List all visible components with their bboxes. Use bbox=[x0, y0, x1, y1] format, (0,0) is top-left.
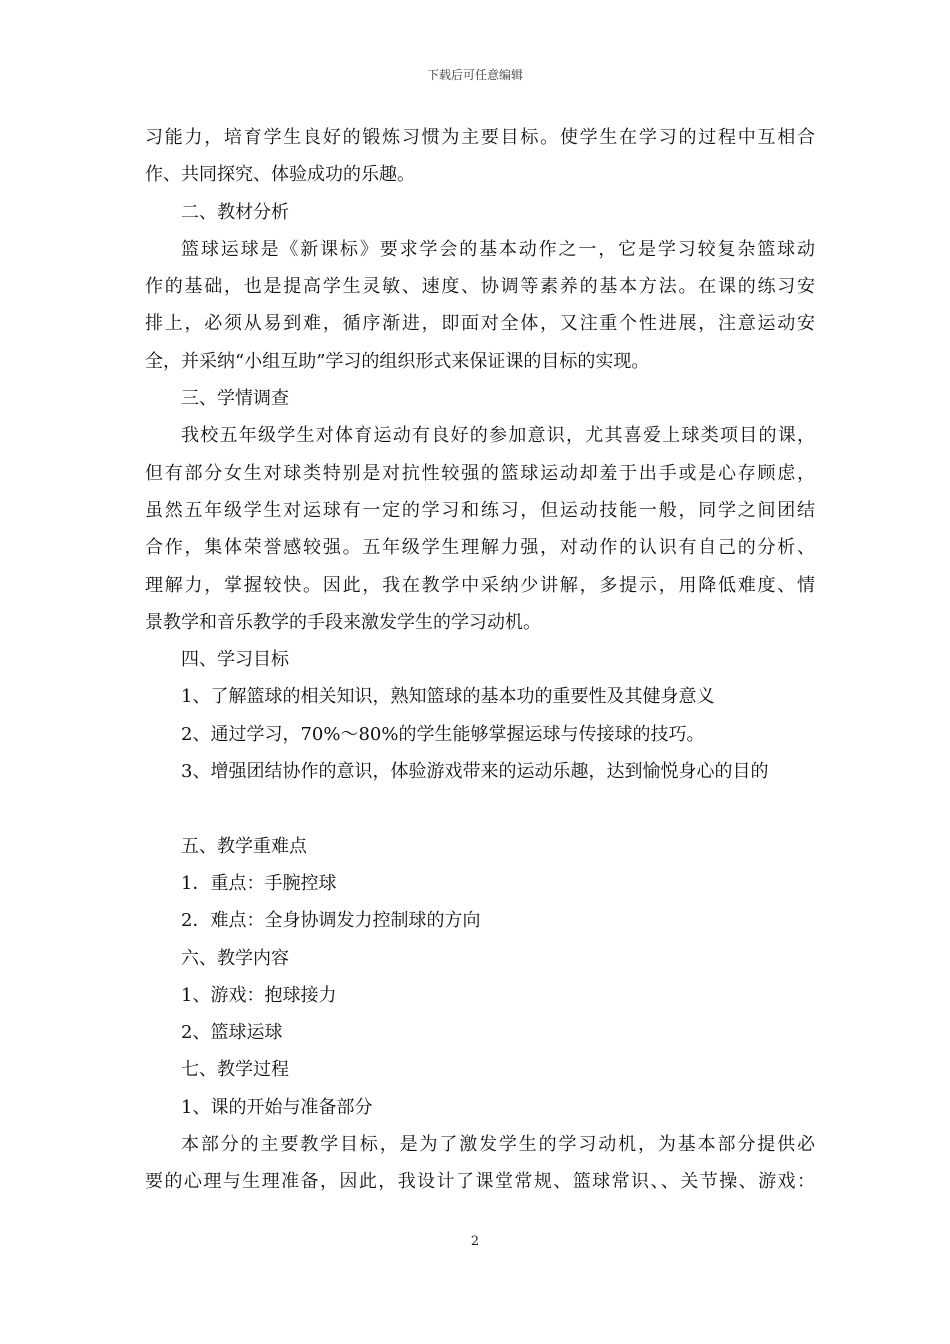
paragraph-line: 虽然五年级学生对运球有一定的学习和练习，但运动技能一般，同学之间团结 bbox=[145, 499, 815, 521]
paragraph-line: 2、篮球运球 bbox=[181, 1022, 283, 1044]
paragraph-line: 二、教材分析 bbox=[181, 201, 289, 223]
paragraph-line: 四、学习目标 bbox=[181, 649, 289, 671]
paragraph-line: 篮球运球是《新课标》要求学会的基本动作之一，它是学习较复杂篮球动 bbox=[181, 238, 815, 260]
paragraph-line: 1、了解篮球的相关知识，熟知篮球的基本功的重要性及其健身意义 bbox=[181, 686, 715, 708]
paragraph-line: 作的基础，也是提高学生灵敏、速度、协调等素养的基本方法。在课的练习安 bbox=[145, 276, 815, 298]
paragraph-line: 理解力，掌握较快。因此，我在教学中采纳少讲解，多提示，用降低难度、情 bbox=[145, 574, 815, 596]
paragraph-line: 2．难点：全身协调发力控制球的方向 bbox=[181, 910, 481, 932]
paragraph-line: 我校五年级学生对体育运动有良好的参加意识，尤其喜爱上球类项目的课， bbox=[181, 425, 815, 447]
paragraph-line: 2、通过学习，70%～80%的学生能够掌握运球与传接球的技巧。 bbox=[181, 723, 705, 745]
document-body bbox=[145, 119, 815, 1201]
paragraph-line: 五、教学重难点 bbox=[181, 835, 307, 857]
paragraph-line: 但有部分女生对球类特别是对抗性较强的篮球运动却羞于出手或是心存顾虑， bbox=[145, 462, 815, 484]
paragraph-line: 1、课的开始与准备部分 bbox=[181, 1096, 373, 1118]
paragraph-line: 1、游戏：抱球接力 bbox=[181, 984, 337, 1006]
paragraph-line: 六、教学内容 bbox=[181, 947, 289, 969]
paragraph-line: 3、增强团结协作的意识，体验游戏带来的运动乐趣，达到愉悦身心的目的 bbox=[181, 761, 769, 783]
paragraph-line: 全，并采纳“小组互助”学习的组织形式来保证课的目标的实现。 bbox=[145, 350, 650, 372]
paragraph-line: 合作，集体荣誉感较强。五年级学生理解力强，对动作的认识有自己的分析、 bbox=[145, 537, 815, 559]
paragraph-line: 排上，必须从易到难，循序渐进，即面对全体，又注重个性进展，注意运动安 bbox=[145, 313, 815, 335]
paragraph-line: 习能力，培育学生良好的锻炼习惯为主要目标。使学生在学习的过程中互相合 bbox=[145, 127, 815, 148]
paragraph-line: 七、教学过程 bbox=[181, 1059, 289, 1081]
page-number: 2 bbox=[470, 1234, 480, 1249]
paragraph-line: 作、共同探究、体验成功的乐趣。 bbox=[145, 164, 415, 186]
paragraph-line: 本部分的主要教学目标，是为了激发学生的学习动机，为基本部分提供必 bbox=[181, 1134, 815, 1156]
paragraph-line: 1．重点：手腕控球 bbox=[181, 872, 337, 894]
paragraph-line: 要的心理与生理准备，因此，我设计了课堂常规、篮球常识、、关节操、游戏： bbox=[145, 1171, 815, 1193]
blank-line bbox=[145, 790, 815, 827]
paragraph-line: 三、学情调查 bbox=[181, 388, 289, 410]
page-header: 下载后可任意编辑 bbox=[426, 68, 523, 82]
paragraph-line: 景教学和音乐教学的手段来激发学生的学习动机。 bbox=[145, 611, 541, 633]
